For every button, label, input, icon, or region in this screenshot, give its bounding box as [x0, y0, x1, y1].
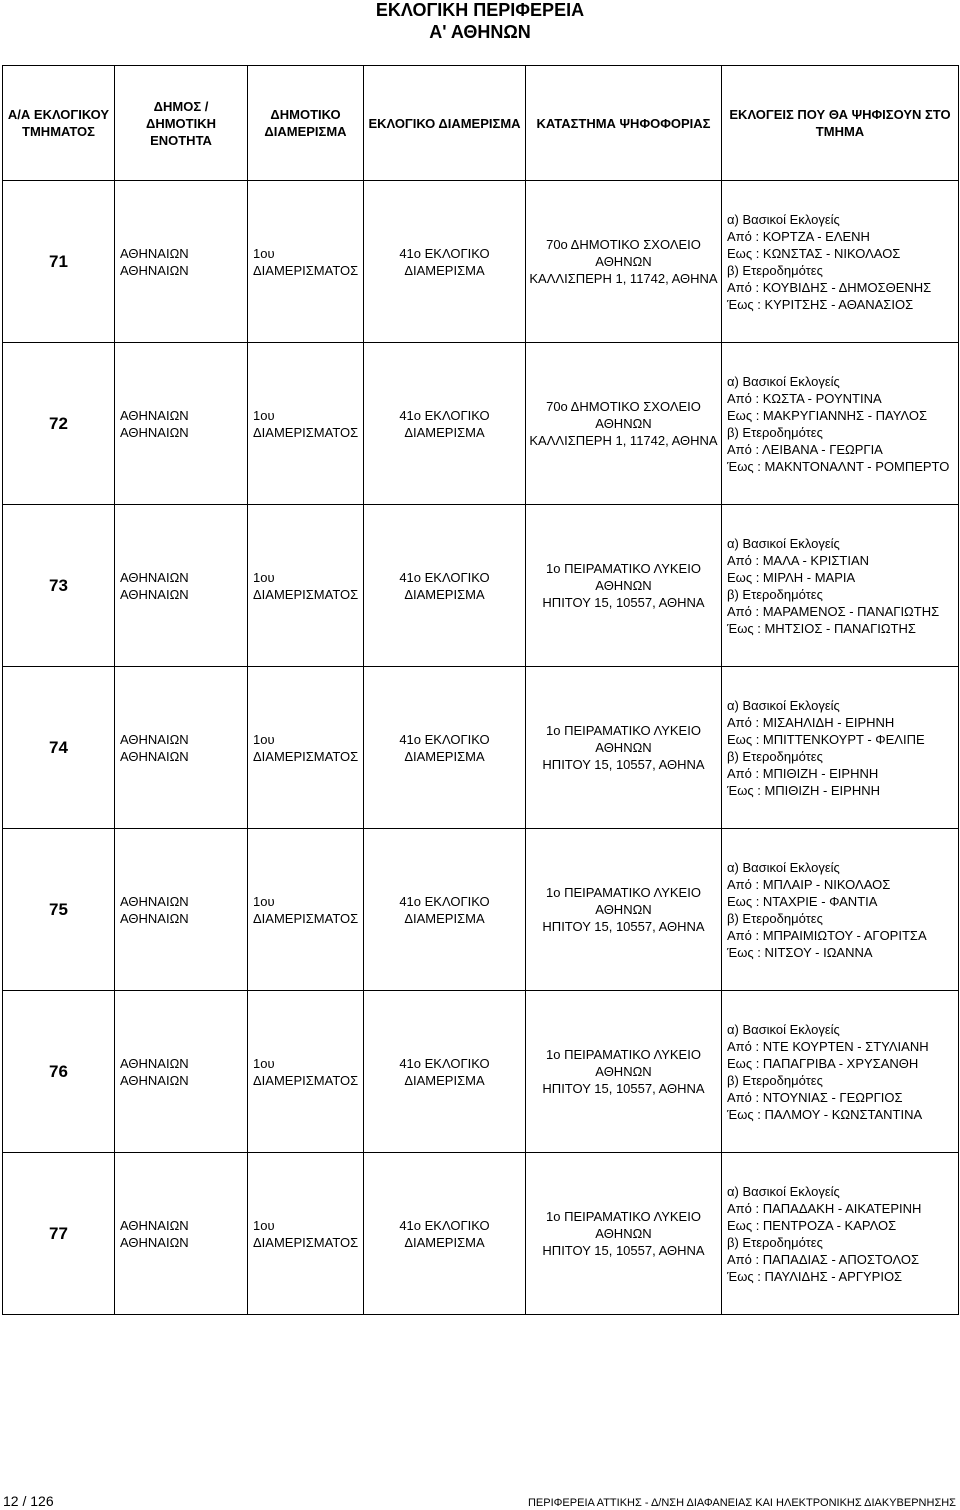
text-line: 41ο ΕΚΛΟΓΙΚΟ: [399, 893, 490, 909]
header-dimos: [115, 66, 248, 181]
cell-number: 75: [3, 829, 115, 991]
text-line: 41ο ΕΚΛΟΓΙΚΟ: [399, 245, 490, 261]
text-line: ΑΘΗΝΑΙΩΝ: [120, 1217, 189, 1233]
text-line: Α/Α ΕΚΛΟΓΙΚΟΥ: [7, 107, 110, 122]
text-line: Από : ΚΩΣΤΑ - ΡΟΥΝΤΙΝΑ: [727, 390, 882, 406]
table-row: [3, 181, 959, 343]
text-line: ΑΘΗΝΩΝ: [595, 1226, 652, 1241]
cell-eklogiko-diamerisma: [364, 181, 526, 343]
text-line: β) Ετεροδημότες: [727, 1072, 823, 1088]
cell-katastima: [526, 181, 722, 343]
text-line: β) Ετεροδημότες: [727, 586, 823, 602]
text-line: ΑΘΗΝΑΙΩΝ: [120, 910, 189, 926]
text-line: ΑΘΗΝΑΙΩΝ: [120, 748, 189, 764]
text-line: Έως : ΝΙΤΣΟΥ - ΙΩΑΝΝΑ: [727, 944, 873, 960]
page-footer: [0, 1490, 960, 1510]
text-line: ΔΗΜΟΤΙΚΟ: [270, 107, 341, 122]
text-line: ΑΘΗΝΩΝ: [595, 416, 652, 431]
cell-dimos: [115, 991, 248, 1153]
table-header-row: [3, 66, 959, 181]
cell-eklogiko-diamerisma: [364, 343, 526, 505]
text-line: ΤΜΗΜΑΤΟΣ: [22, 124, 95, 139]
cell-dimotiko-diamerisma: [248, 1153, 364, 1315]
table-row: [3, 1153, 959, 1315]
cell-dimos: [115, 505, 248, 667]
text-line: 41ο ΕΚΛΟΓΙΚΟ: [399, 1217, 490, 1233]
text-line: ΔΙΑΜΕΡΙΣΜΑΤΟΣ: [253, 1072, 359, 1088]
cell-dimos: [115, 181, 248, 343]
text-line: ΔΙΑΜΕΡΙΣΜΑ: [264, 124, 347, 139]
text-line: 1ου: [253, 245, 275, 261]
table-row: [3, 343, 959, 505]
cell-dimos: [115, 829, 248, 991]
text-line: Εως : ΜΑΚΡΥΓΙΑΝΝΗΣ - ΠΑΥΛΟΣ: [727, 407, 927, 423]
header-dimotiko-diamerisma: [248, 66, 364, 181]
cell-dimos: [115, 343, 248, 505]
header-eklogiko-diamerisma: [364, 66, 526, 181]
text-line: 41ο ΕΚΛΟΓΙΚΟ: [399, 1055, 490, 1071]
text-line: 1ου: [253, 1055, 275, 1071]
text-line: Από : ΝΤΕ ΚΟΥΡΤΕΝ - ΣΤΥΛΙΑΝΗ: [727, 1038, 929, 1054]
text-line: 1ου: [253, 407, 275, 423]
page-subtitle: Α' ΑΘΗΝΩΝ: [429, 22, 531, 42]
text-line: 41ο ΕΚΛΟΓΙΚΟ: [399, 731, 490, 747]
cell-number: 76: [3, 991, 115, 1153]
text-line: ΑΘΗΝΑΙΩΝ: [120, 407, 189, 423]
text-line: Έως : ΜΑΚΝΤΟΝΑΛΝΤ - ΡΟΜΠΕΡΤΟ: [727, 458, 950, 474]
cell-dimotiko-diamerisma: [248, 667, 364, 829]
header-katastima: [526, 66, 722, 181]
text-line: 70ο ΔΗΜΟΤΙΚΟ ΣΧΟΛΕΙΟ: [546, 399, 701, 414]
text-line: Από : ΜΑΛΑ - ΚΡΙΣΤΙΑΝ: [727, 552, 869, 568]
cell-number: 72: [3, 343, 115, 505]
table-row: [3, 505, 959, 667]
text-line: ΔΙΑΜΕΡΙΣΜΑΤΟΣ: [253, 262, 359, 278]
text-line: ΔΙΑΜΕΡΙΣΜΑΤΟΣ: [253, 1234, 359, 1250]
text-line: Έως : ΚΥΡΙΤΣΗΣ - ΑΘΑΝΑΣΙΟΣ: [727, 296, 914, 312]
cell-eklogeis: [722, 829, 959, 991]
cell-dimos: [115, 667, 248, 829]
table-row: [3, 667, 959, 829]
footer-text: ΠΕΡΙΦΕΡΕΙΑ ΑΤΤΙΚΗΣ - Δ/ΝΣΗ ΔΙΑΦΑΝΕΙΑΣ ΚΑΙ ΗΛΕΚΤΡΟΝΙΚΗΣ ΔΙΑΚΥΒΕΡΝΗΣΗΣ: [527, 1497, 956, 1509]
text-line: α) Βασικοί Εκλογείς: [727, 697, 840, 713]
cell-eklogeis: [722, 343, 959, 505]
cell-katastima: [526, 1153, 722, 1315]
cell-dimotiko-diamerisma: [248, 181, 364, 343]
text-line: Από : ΠΑΠΑΔΑΚΗ - ΑΙΚΑΤΕΡΙΝΗ: [727, 1200, 922, 1216]
text-line: ΔΙΑΜΕΡΙΣΜΑ: [404, 748, 485, 764]
text-line: ΑΘΗΝΑΙΩΝ: [120, 1234, 189, 1250]
text-line: Εως : ΜΠΙΤΤΕΝΚΟΥΡΤ - ΦΕΛΙΠΕ: [727, 731, 925, 747]
text-line: β) Ετεροδημότες: [727, 910, 823, 926]
cell-eklogiko-diamerisma: [364, 1153, 526, 1315]
polling-stations-table: [2, 65, 959, 1315]
text-line: ΗΠΙΤΟΥ 15, 10557, ΑΘΗΝΑ: [542, 1081, 705, 1096]
text-line: ΔΙΑΜΕΡΙΣΜΑ: [404, 1072, 485, 1088]
text-line: Από : ΜΠΙΘΙΖΗ - ΕΙΡΗΝΗ: [727, 765, 879, 781]
cell-katastima: [526, 667, 722, 829]
text-line: ΔΙΑΜΕΡΙΣΜΑ: [404, 910, 485, 926]
cell-eklogiko-diamerisma: [364, 829, 526, 991]
text-line: ΑΘΗΝΩΝ: [595, 740, 652, 755]
text-line: Από : ΛΕΙΒΑΝΑ - ΓΕΩΡΓΙΑ: [727, 441, 883, 457]
header-eklogeis: [722, 66, 959, 181]
text-line: α) Βασικοί Εκλογείς: [727, 859, 840, 875]
cell-dimotiko-diamerisma: [248, 829, 364, 991]
text-line: ΔΙΑΜΕΡΙΣΜΑΤΟΣ: [253, 586, 359, 602]
text-line: ΗΠΙΤΟΥ 15, 10557, ΑΘΗΝΑ: [542, 757, 705, 772]
text-line: ΑΘΗΝΑΙΩΝ: [120, 1072, 189, 1088]
text-line: ΔΗΜΟΤΙΚΗ: [145, 115, 216, 131]
text-line: ΤΜΗΜΑ: [815, 124, 865, 139]
text-line: ΕΚΛΟΓΕΙΣ ΠΟΥ ΘΑ ΨΗΦΙΣΟΥΝ ΣΤΟ: [729, 107, 951, 122]
cell-katastima: [526, 991, 722, 1153]
text-line: β) Ετεροδημότες: [727, 748, 823, 764]
text-line: ΕΚΛΟΓΙΚΟ ΔΙΑΜΕΡΙΣΜΑ: [368, 115, 521, 131]
cell-katastima: [526, 829, 722, 991]
cell-katastima: [526, 505, 722, 667]
text-line: ΑΘΗΝΩΝ: [595, 254, 652, 269]
text-line: 1ο ΠΕΙΡΑΜΑΤΙΚΟ ΛΥΚΕΙΟ: [546, 561, 701, 576]
cell-number: 77: [3, 1153, 115, 1315]
cell-dimos: [115, 1153, 248, 1315]
cell-dimotiko-diamerisma: [248, 991, 364, 1153]
text-line: ΗΠΙΤΟΥ 15, 10557, ΑΘΗΝΑ: [542, 1243, 705, 1258]
text-line: ΚΑΛΛΙΣΠΕΡΗ 1, 11742, ΑΘΗΝΑ: [529, 433, 718, 448]
text-line: ΑΘΗΝΑΙΩΝ: [120, 893, 189, 909]
text-line: 1ου: [253, 1217, 275, 1233]
text-line: Έως : ΜΠΙΘΙΖΗ - ΕΙΡΗΝΗ: [727, 782, 880, 798]
cell-eklogeis: [722, 991, 959, 1153]
cell-eklogeis: [722, 181, 959, 343]
text-line: ΑΘΗΝΑΙΩΝ: [120, 569, 189, 585]
text-line: Έως : ΜΗΤΣΙΟΣ - ΠΑΝΑΓΙΩΤΗΣ: [727, 620, 916, 636]
text-line: Εως : ΠΑΠΑΓΡΙΒΑ - ΧΡΥΣΑΝΘΗ: [727, 1055, 919, 1071]
cell-number: 74: [3, 667, 115, 829]
text-line: Από : ΜΠΛΑΙΡ - ΝΙΚΟΛΑΟΣ: [727, 876, 891, 892]
text-line: ΚΑΛΛΙΣΠΕΡΗ 1, 11742, ΑΘΗΝΑ: [529, 271, 718, 286]
text-line: α) Βασικοί Εκλογείς: [727, 1183, 840, 1199]
cell-number: 71: [3, 181, 115, 343]
page-number: 12 / 126: [3, 1493, 54, 1509]
cell-number: 73: [3, 505, 115, 667]
text-line: ΑΘΗΝΑΙΩΝ: [120, 245, 189, 261]
text-line: 1ο ΠΕΙΡΑΜΑΤΙΚΟ ΛΥΚΕΙΟ: [546, 1209, 701, 1224]
text-line: ΑΘΗΝΩΝ: [595, 902, 652, 917]
text-line: Εως : ΜΙΡΛΗ - ΜΑΡΙΑ: [727, 569, 856, 585]
text-line: 1ο ΠΕΙΡΑΜΑΤΙΚΟ ΛΥΚΕΙΟ: [546, 1047, 701, 1062]
text-line: ΔΙΑΜΕΡΙΣΜΑ: [404, 586, 485, 602]
text-line: ΑΘΗΝΑΙΩΝ: [120, 731, 189, 747]
text-line: Από : ΚΟΥΒΙΔΗΣ - ΔΗΜΟΣΘΕΝΗΣ: [727, 279, 932, 295]
text-line: ΑΘΗΝΩΝ: [595, 1064, 652, 1079]
table-row: [3, 991, 959, 1153]
text-line: α) Βασικοί Εκλογείς: [727, 1021, 840, 1037]
text-line: α) Βασικοί Εκλογείς: [727, 535, 840, 551]
text-line: 1ου: [253, 731, 275, 747]
text-line: Από : ΜΙΣΑΗΛΙΔΗ - ΕΙΡΗΝΗ: [727, 714, 895, 730]
text-line: 1ου: [253, 569, 275, 585]
text-line: Από : ΠΑΠΑΔΙΑΣ - ΑΠΟΣΤΟΛΟΣ: [727, 1251, 920, 1267]
text-line: Από : ΚΟΡΤΖΑ - ΕΛΕΝΗ: [727, 228, 870, 244]
text-line: ΔΙΑΜΕΡΙΣΜΑΤΟΣ: [253, 424, 359, 440]
cell-eklogiko-diamerisma: [364, 991, 526, 1153]
text-line: 41ο ΕΚΛΟΓΙΚΟ: [399, 569, 490, 585]
text-line: Από : ΜΠΡΑΙΜΙΩΤΟΥ - ΑΓΟΡΙΤΣΑ: [727, 927, 927, 943]
cell-eklogiko-diamerisma: [364, 505, 526, 667]
text-line: 1ου: [253, 893, 275, 909]
text-line: ΔΙΑΜΕΡΙΣΜΑ: [404, 424, 485, 440]
text-line: ΔΗΜΟΣ /: [153, 98, 209, 114]
cell-eklogeis: [722, 667, 959, 829]
text-line: ΗΠΙΤΟΥ 15, 10557, ΑΘΗΝΑ: [542, 595, 705, 610]
table-row: [3, 829, 959, 991]
text-line: ΔΙΑΜΕΡΙΣΜΑ: [404, 262, 485, 278]
text-line: Εως : ΝΤΑΧΡΙΕ - ΦΑΝΤΙΑ: [727, 893, 878, 909]
text-line: ΑΘΗΝΑΙΩΝ: [120, 586, 189, 602]
text-line: ΕΝΟΤΗΤΑ: [150, 132, 212, 148]
text-line: ΔΙΑΜΕΡΙΣΜΑΤΟΣ: [253, 748, 359, 764]
text-line: ΑΘΗΝΑΙΩΝ: [120, 424, 189, 440]
cell-dimotiko-diamerisma: [248, 343, 364, 505]
page-title: ΕΚΛΟΓΙΚΗ ΠΕΡΙΦΕΡΕΙΑ: [375, 0, 585, 20]
text-line: β) Ετεροδημότες: [727, 1234, 823, 1250]
text-line: Εως : ΚΩΝΣΤΑΣ - ΝΙΚΟΛΑΟΣ: [727, 245, 901, 261]
text-line: 1ο ΠΕΙΡΑΜΑΤΙΚΟ ΛΥΚΕΙΟ: [546, 885, 701, 900]
text-line: Εως : ΠΕΝΤΡΟΖΑ - ΚΑΡΛΟΣ: [727, 1217, 897, 1233]
cell-dimotiko-diamerisma: [248, 505, 364, 667]
header-aa: [3, 66, 115, 181]
text-line: ΑΘΗΝΩΝ: [595, 578, 652, 593]
text-line: 70ο ΔΗΜΟΤΙΚΟ ΣΧΟΛΕΙΟ: [546, 237, 701, 252]
text-line: ΔΙΑΜΕΡΙΣΜΑ: [404, 1234, 485, 1250]
text-line: α) Βασικοί Εκλογείς: [727, 373, 840, 389]
text-line: α) Βασικοί Εκλογείς: [727, 211, 840, 227]
text-line: ΔΙΑΜΕΡΙΣΜΑΤΟΣ: [253, 910, 359, 926]
text-line: ΗΠΙΤΟΥ 15, 10557, ΑΘΗΝΑ: [542, 919, 705, 934]
cell-eklogeis: [722, 505, 959, 667]
text-line: Έως : ΠΑΛΜΟΥ - ΚΩΝΣΤΑΝΤΙΝΑ: [727, 1106, 923, 1122]
text-line: β) Ετεροδημότες: [727, 424, 823, 440]
text-line: 41ο ΕΚΛΟΓΙΚΟ: [399, 407, 490, 423]
text-line: β) Ετεροδημότες: [727, 262, 823, 278]
cell-eklogiko-diamerisma: [364, 667, 526, 829]
text-line: ΑΘΗΝΑΙΩΝ: [120, 262, 189, 278]
cell-eklogeis: [722, 1153, 959, 1315]
text-line: 1ο ΠΕΙΡΑΜΑΤΙΚΟ ΛΥΚΕΙΟ: [546, 723, 701, 738]
text-line: Από : ΝΤΟΥΝΙΑΣ - ΓΕΩΡΓΙΟΣ: [727, 1089, 903, 1105]
text-line: Έως : ΠΑΥΛΙΔΗΣ - ΑΡΓΥΡΙΟΣ: [727, 1268, 903, 1284]
text-line: ΑΘΗΝΑΙΩΝ: [120, 1055, 189, 1071]
text-line: ΚΑΤΑΣΤΗΜΑ ΨΗΦΟΦΟΡΙΑΣ: [536, 115, 711, 131]
cell-katastima: [526, 343, 722, 505]
text-line: Από : ΜΑΡΑΜΕΝΟΣ - ΠΑΝΑΓΙΩΤΗΣ: [727, 603, 940, 619]
